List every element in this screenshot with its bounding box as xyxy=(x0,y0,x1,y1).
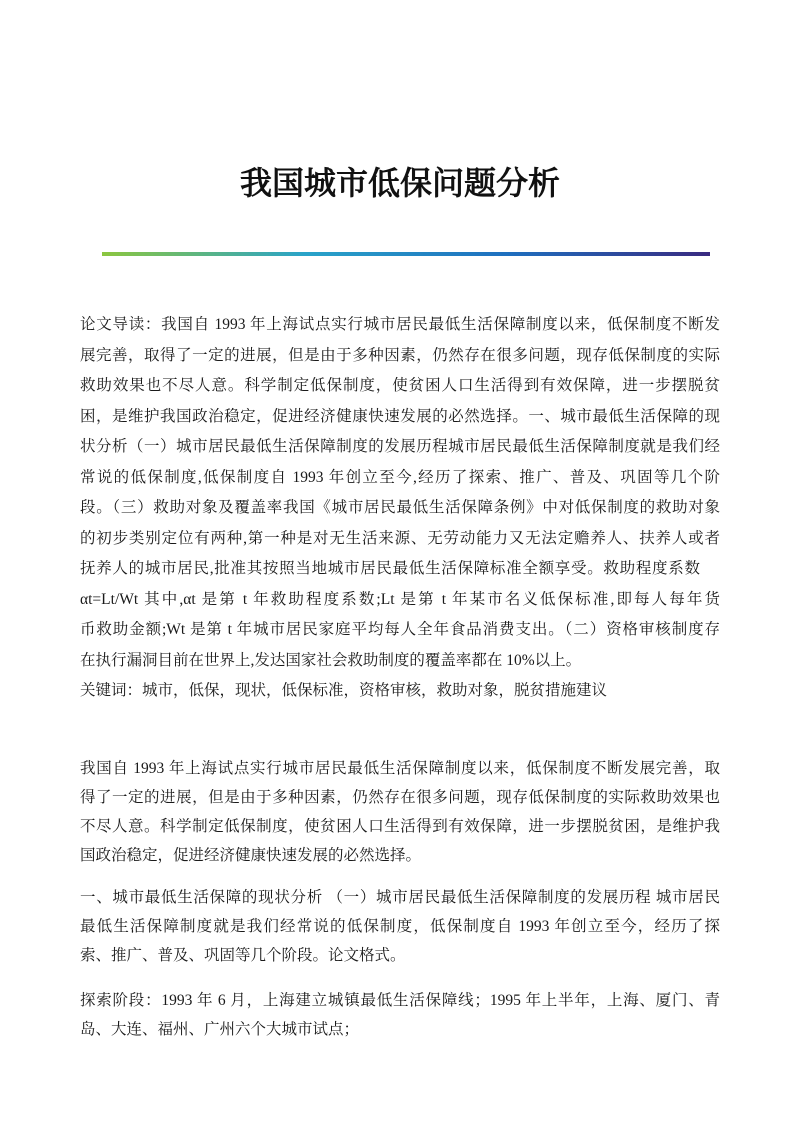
abstract-line: 在执行漏洞目前在世界上,发达国家社会救助制度的覆盖率都在 10%以上。 xyxy=(80,651,582,669)
abstract-section xyxy=(80,310,720,707)
abstract-line: 段。（三）救助对象及覆盖率我国《城市居民最低生活保障条例》中对低保制度的救助对象 xyxy=(80,499,720,516)
title-divider-line xyxy=(102,252,710,256)
paragraph-line: 探索阶段：1993 年 6 月，上海建立城镇最低生活保障线；1995 年上半年，上海、厦门、青 xyxy=(80,992,720,1009)
abstract-line: 困，是维护我国政治稳定，促进经济健康快速发展的必然选择。一、城市最低生活保障的现 xyxy=(80,407,720,425)
abstract-line: 的初步类别定位有两种,第一种是对无生活来源、无劳动能力又无法定赡养人、扶养人或者 xyxy=(80,529,720,547)
paragraph-line: 岛、大连、福州、广州六个大城市试点； xyxy=(80,1021,360,1038)
abstract-line: 展完善，取得了一定的进展，但是由于多种因素，仍然存在很多问题，现存低保制度的实际 xyxy=(80,346,720,364)
paragraph-line: 不尽人意。科学制定低保制度，使贫困人口生活得到有效保障，进一步摆脱贫困，是维护我 xyxy=(80,818,720,835)
abstract-line: 论文导读：我国自 1993 年上海试点实行城市居民最低生活保障制度以来，低保制度不断发 xyxy=(80,316,720,333)
abstract-line: 状分析（一）城市居民最低生活保障制度的发展历程城市居民最低生活保障制度就是我们经 xyxy=(80,438,720,455)
paragraph-line: 得了一定的进展，但是由于多种因素，仍然存在很多问题，现存低保制度的实际救助效果也 xyxy=(80,789,720,806)
paragraph-line: 国政治稳定，促进经济健康快速发展的必然选择。 xyxy=(80,847,422,864)
body-paragraph xyxy=(80,986,720,1044)
body-paragraph xyxy=(80,754,720,870)
abstract-line: 抚养人的城市居民,批准其按照当地城市居民最低生活保障标准全额享受。救助程度系数 xyxy=(80,560,700,577)
abstract-line: αt=Lt/Wt 其中,αt 是第 t 年救助程度系数;Lt 是第 t 年某市名义低保标准,即每人每年货 xyxy=(80,590,720,608)
abstract-line: 常说的低保制度,低保制度自 1993 年创立至今,经历了探索、推广、普及、巩固等几个阶 xyxy=(80,468,720,486)
paragraph-line: 最低生活保障制度就是我们经常说的低保制度，低保制度自 1993 年创立至今，经历了探 xyxy=(80,918,720,935)
document-title: 我国城市低保问题分析 xyxy=(239,165,560,201)
abstract-line: 救助效果也不尽人意。科学制定低保制度，使贫困人口生活得到有效保障，进一步摆脱贫 xyxy=(80,377,720,394)
paragraph-line: 一、城市最低生活保障的现状分析 （一）城市居民最低生活保障制度的发展历程 城市居民 xyxy=(80,889,720,906)
paragraph-line: 索、推广、普及、巩固等几个阶段。论文格式。 xyxy=(80,947,406,964)
abstract-line: 币救助金额;Wt 是第 t 年城市居民家庭平均每人全年食品消费支出。（二）资格审核制度存 xyxy=(80,621,720,638)
keywords-line: 关键词：城市，低保，现状，低保标准，资格审核，救助对象，脱贫措施建议 xyxy=(80,682,608,699)
paragraph-line: 我国自 1993 年上海试点实行城市居民最低生活保障制度以来，低保制度不断发展完善，取 xyxy=(80,760,720,777)
body-paragraph xyxy=(80,883,720,970)
